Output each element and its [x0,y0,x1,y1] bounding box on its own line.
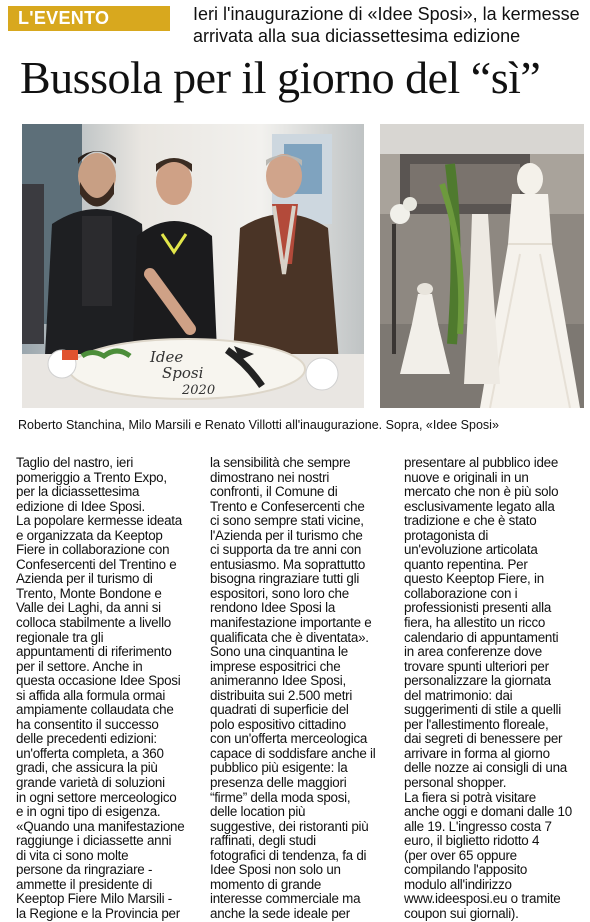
cake-cutting-illustration [22,124,364,408]
text-line: un'evoluzione articolata [404,542,538,558]
text-line: manifestazione importante e [210,615,372,631]
text-line: arrivare in forma al giorno [404,745,550,761]
text-line: tradizione e che è stato [404,513,537,529]
article-subhead [193,3,588,47]
text-line: presentare al pubblico idee [404,455,559,470]
article-headline: Bussola per il giorno del “sì” [20,52,541,103]
text-line: per il settore. Anche in [16,658,143,674]
text-line: Confesercenti del Trentino e [16,556,177,572]
text-line: rendono Idee Sposi la [210,600,336,616]
text-line: Idee Sposi non solo un [210,862,341,878]
text-line: entusiasmo. Ma soprattutto [210,556,366,572]
text-line: (per over 65 oppure [404,847,517,863]
text-line: coupon sui giornali). [404,905,519,921]
text-line: un'offerta completa, a 360 [16,745,164,761]
text-line: trovare spunti ulteriori per [404,658,549,674]
text-line: per l'allestimento floreale, [404,716,549,732]
text-line: bisogna ringraziare tutti gli [210,571,360,587]
subhead-line: Ieri l'inaugurazione di «Idee Sposi», la kermesse [193,4,580,24]
text-line: gradi, che assicura la più [16,760,158,776]
text-line: Keeptop Fiere Milo Marsili - [16,891,172,907]
text-line: fotografici di tendenza, fa di [210,847,367,863]
photo-wedding-dresses [380,124,584,408]
text-line: Trento e Confesercenti che [210,498,365,514]
text-line: capace di soddisfare anche il [210,745,376,761]
text-line: La popolare kermesse ideata [16,513,182,529]
text-line: si affida alla formula ormai [16,687,166,703]
text-line: Trento, Monte Bondone e [16,585,162,601]
text-line: regionale tra gli [16,629,104,645]
text-line: “firme” della moda sposi, [210,789,351,805]
text-line: quadrati di superficie del [210,702,349,718]
photo-caption: Roberto Stanchina, Milo Marsili e Renato Villotti all'inaugurazione. Sopra, «Idee Sposi» [18,418,499,432]
text-line: confronti, il Comune di [210,484,338,500]
text-line: questo Keeptop Fiere, in [404,571,544,587]
text-line: personalizzare la giornata [404,673,551,689]
article-column-3 [404,456,586,922]
text-line: raggiunge i diciassette anni [16,833,172,849]
text-line: alle 19. L'ingresso costa 7 [404,818,552,834]
text-line: la sensibilità che sempre [210,455,351,470]
text-line: pomeriggio a Trento Expo, [16,469,167,485]
text-line: qualificata che è diventata». [210,629,369,645]
text-line: Valle dei Laghi, da anni si [16,600,161,616]
text-line: di vita ci sono molte [16,847,129,863]
text-line: ampiamente collaudata che [16,702,174,718]
text-line: l'Azienda per il turismo che [210,527,363,543]
text-line: in ogni settore merceologico [16,789,177,805]
text-line: Taglio del nastro, ieri [16,455,134,470]
text-line: per la diciassettesima [16,484,140,500]
text-line: collaborazione con i [404,585,518,601]
text-line: espositori, sono loro che [210,585,349,601]
text-line: Sono una cinquantina le [210,644,348,660]
text-line: e organizzata da Keeptop [16,527,163,543]
text-line: delle location più [210,804,306,820]
text-line: ammette il presidente di [16,876,153,892]
text-line: fiera, ha allestito un ricco [404,615,546,631]
subhead-line: arrivata alla sua diciassettesima edizione [193,26,521,46]
text-line: pubblico più esigente: la [210,760,348,776]
text-line: animeranno Idee Sposi, [210,673,346,689]
text-line: modulo all'indirizzo [404,876,512,892]
text-line: quanto repentina. Per [404,556,528,572]
text-line: nuove e originali in un [404,469,529,485]
text-line: personal shopper. [404,775,507,791]
text-line: edizione di Idee Sposi. [16,498,145,514]
text-line: distribuita sui 2.500 metri [210,687,353,703]
text-line: compilando l'apposito [404,862,528,878]
text-line: e in ogni tipo di esigenza. [16,804,161,820]
text-line: Azienda per il turismo di [16,571,153,587]
article-column-1 [16,456,198,922]
text-line: questa occasione Idee Sposi [16,673,181,689]
text-line: «Quando una manifestazione [16,818,185,834]
text-line: grande varietà di soluzioni [16,775,165,791]
text-line: anche la sede ideale per [210,905,350,921]
text-line: ci sono sempre stati vicine, [210,513,364,529]
text-line: ha consentito il successo [16,716,159,732]
text-line: mercato che non è più solo [404,484,559,500]
text-line: interesse commerciale ma [210,891,361,907]
text-line: con un'offerta merceologica [210,731,368,747]
text-line: Fiere in collaborazione con [16,542,170,558]
text-line: suggestive, dei ristoranti più [210,818,369,834]
text-line: ci supporta da tre anni con [210,542,362,558]
cake-text-sposi: Sposi [162,364,204,382]
text-line: anche oggi e domani dalle 10 [404,804,572,820]
text-line: la Regione e la Provincia per [16,905,180,921]
text-line: momento di grande [210,876,322,892]
text-line: colloca stabilmente a livello [16,615,172,631]
text-line: suggerimenti di stile a quelli [404,702,561,718]
text-line: protagonista di [404,527,489,543]
text-line: polo espositivo cittadino [210,716,346,732]
text-line: dimostrano nei nostri [210,469,330,485]
wedding-dresses-illustration [380,124,584,408]
text-line: professionisti presenti alla [404,600,552,616]
text-line: imprese espositrici che [210,658,341,674]
section-kicker: L'EVENTO [8,6,170,31]
text-line: dai segreti di benessere per [404,731,563,747]
text-line: calendario di appuntamenti [404,629,559,645]
photo-cake-cutting [22,124,364,408]
text-line: in area conferenze dove [404,644,542,660]
text-line: persone da ringraziare - [16,862,153,878]
text-line: esclusivamente legato alla [404,498,555,514]
cake-text-idee: Idee [150,348,184,366]
text-line: del matrimonio: dai [404,687,513,703]
text-line: appuntamenti di riferimento [16,644,172,660]
text-line: delle precedenti edizioni: [16,731,157,747]
text-line: presenza delle maggiori [210,775,347,791]
text-line: euro, il biglietto ridotto 4 [404,833,540,849]
article-column-2 [210,456,392,922]
text-line: La fiera si potrà visitare [404,789,536,805]
text-line: www.ideesposi.eu o tramite [404,891,561,907]
cake-text-year: 2020 [182,383,216,398]
text-line: delle nozze ai consigli di una [404,760,567,776]
text-line: raffinati, degli studi [210,833,316,849]
